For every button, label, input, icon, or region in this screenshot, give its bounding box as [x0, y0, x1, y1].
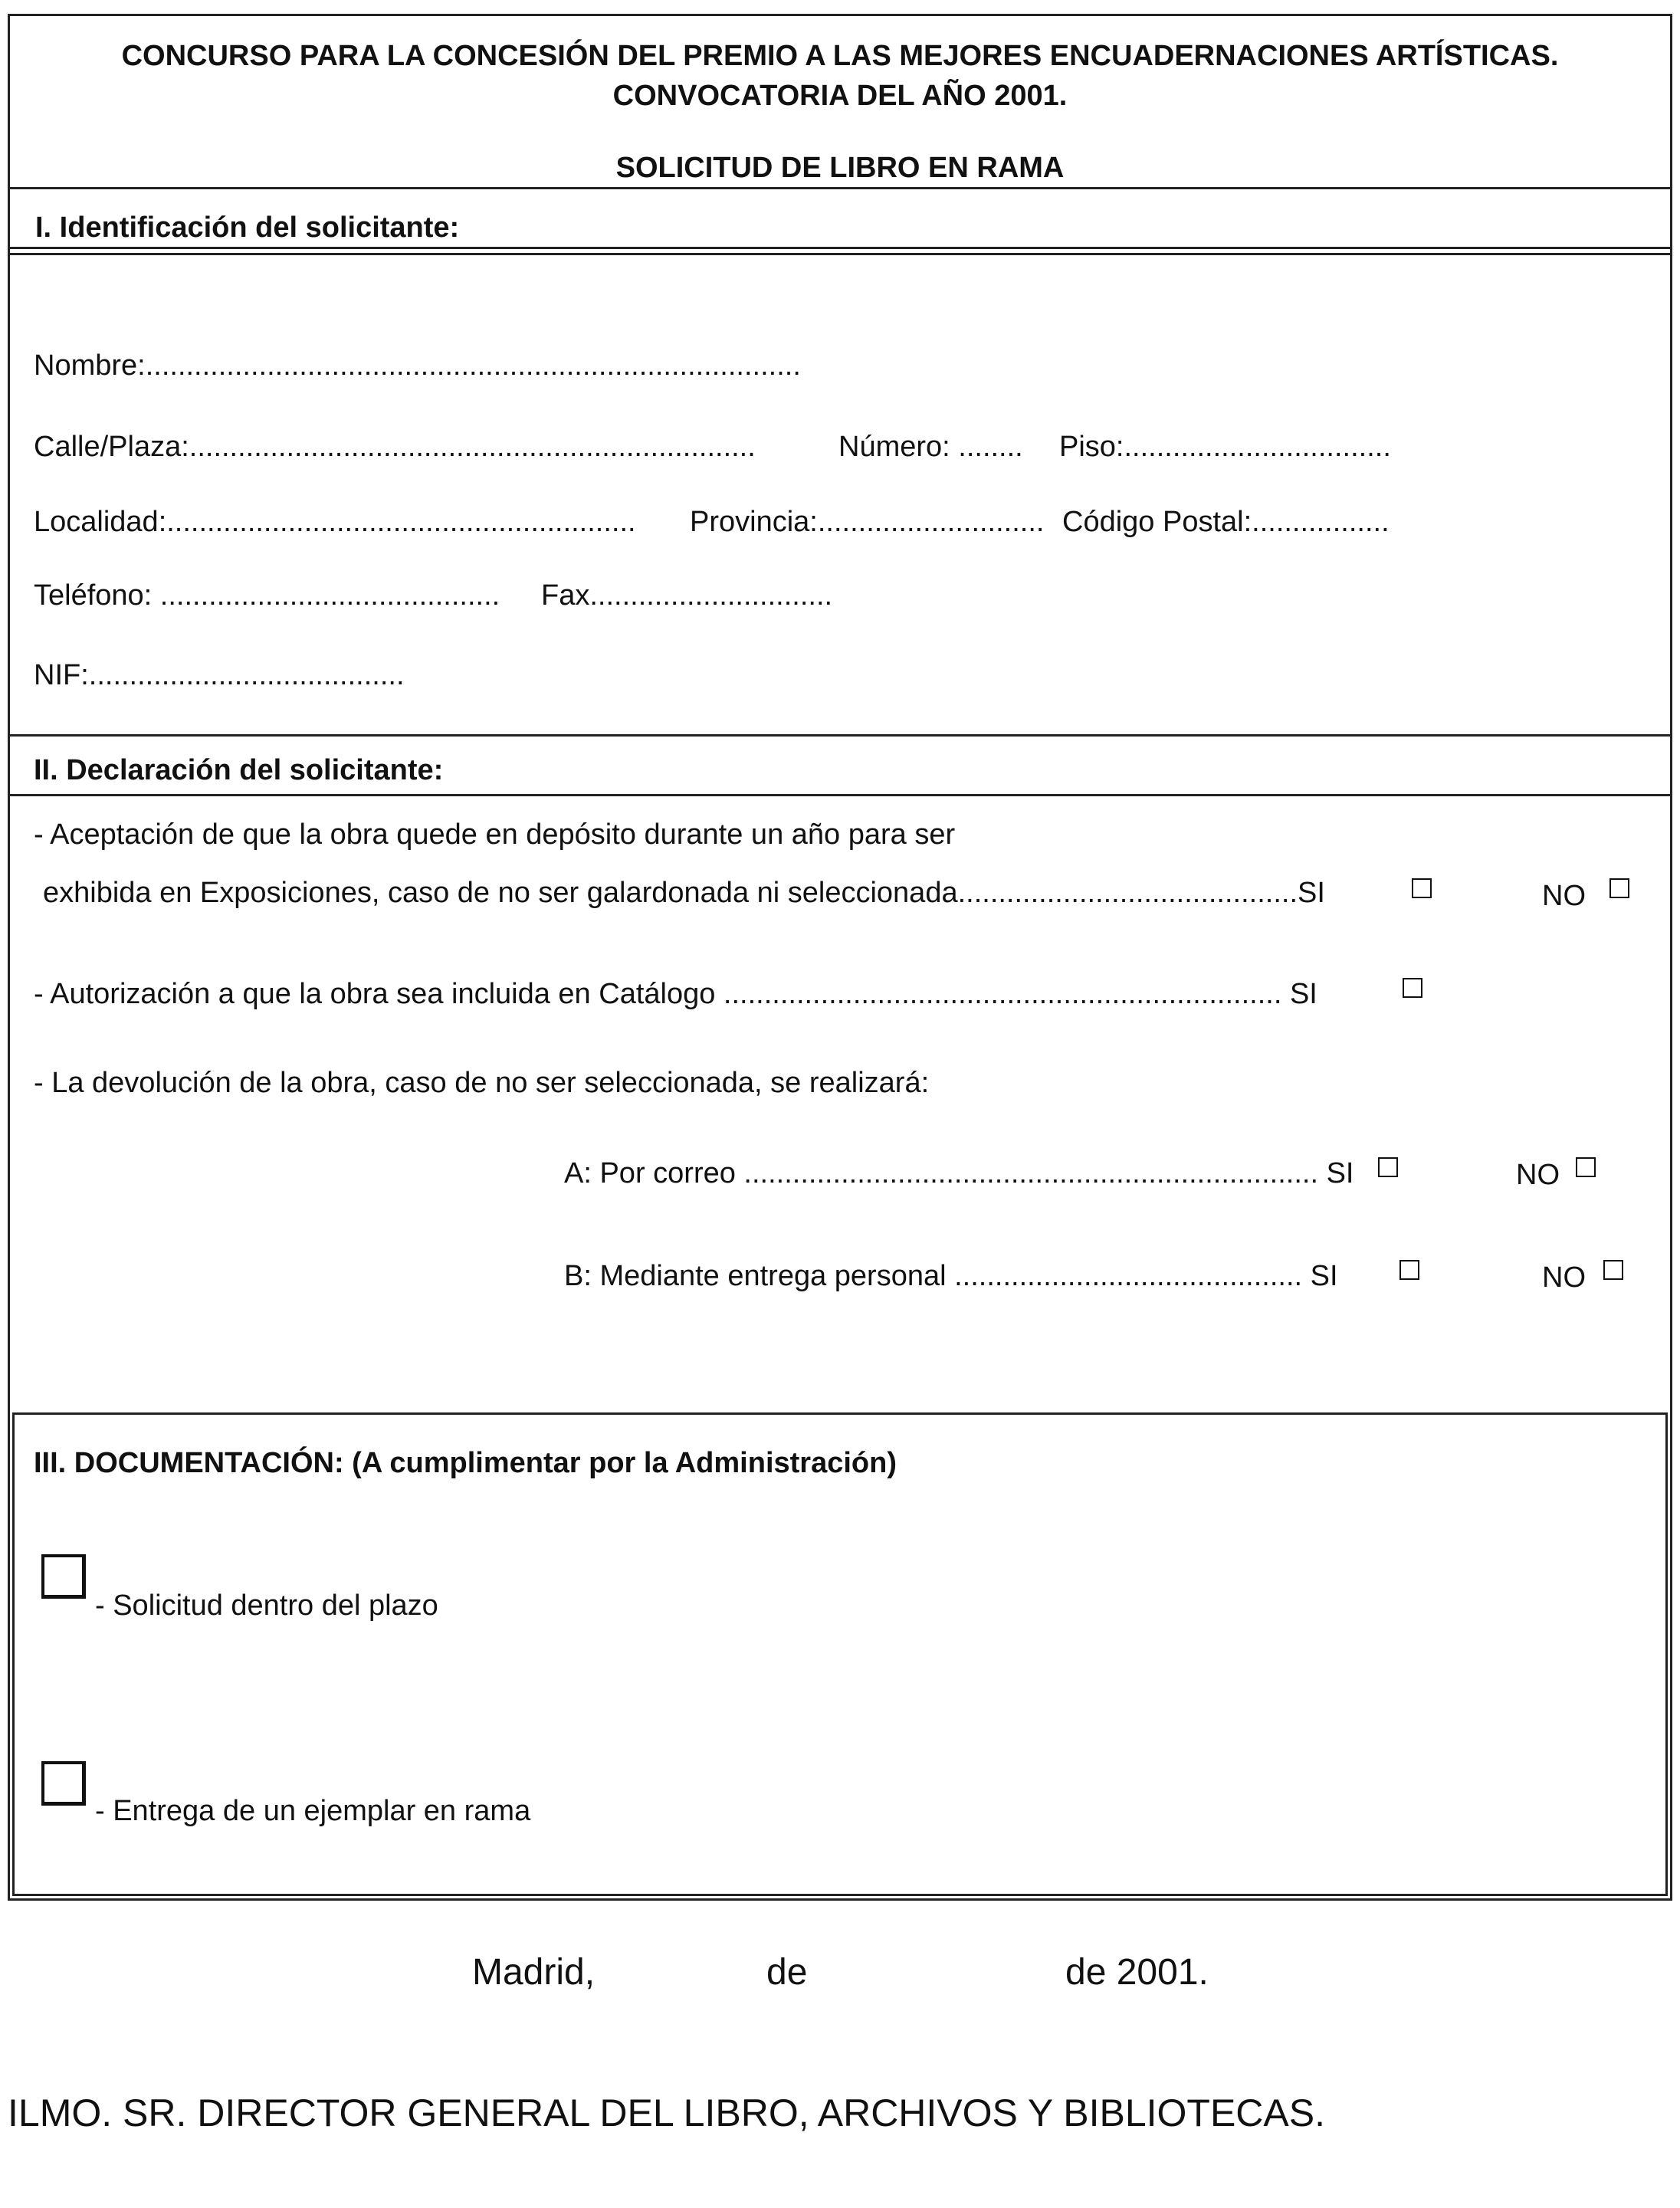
divider — [8, 253, 1672, 255]
doc-item2: - Entrega de un ejemplar en rama — [95, 1795, 531, 1827]
field-piso[interactable]: Piso:................................. — [1059, 431, 1391, 463]
checkbox-option-a-no[interactable] — [1576, 1157, 1596, 1177]
declaration-item1-line1: - Aceptación de que la obra quede en depósito durante un año para ser — [34, 819, 956, 851]
form-title-line1: CONCURSO PARA LA CONCESIÓN DEL PREMIO A LAS MEJORES ENCUADERNACIONES ARTÍSTICAS. — [121, 40, 1559, 72]
form-title-line2: CONVOCATORIA DEL AÑO 2001. — [612, 80, 1068, 112]
checkbox-item1-no[interactable] — [1609, 878, 1629, 898]
checkbox-option-a-si[interactable] — [1378, 1157, 1398, 1177]
divider — [8, 794, 1672, 796]
label-no: NO — [1542, 1261, 1586, 1294]
divider — [8, 734, 1672, 737]
field-provincia[interactable]: Provincia:............................ — [690, 506, 1045, 538]
declaration-item1-line2: exhibida en Exposiciones, caso de no ser galardonada ni seleccionada..........................................SI — [43, 877, 1325, 909]
checkbox-solicitud-plazo[interactable] — [41, 1554, 86, 1599]
label-no: NO — [1516, 1159, 1560, 1191]
checkbox-item2-si[interactable] — [1403, 978, 1422, 998]
field-nombre[interactable]: Nombre:................................................................................. — [34, 349, 801, 382]
field-fax[interactable]: Fax.............................. — [541, 579, 833, 612]
divider — [8, 187, 1672, 189]
checkbox-item1-si[interactable] — [1412, 878, 1432, 898]
section1-title: I. Identificación del solicitante: — [35, 212, 460, 244]
section2-title: II. Declaración del solicitante: — [34, 754, 444, 786]
declaration-item3: - La devolución de la obra, caso de no ser seleccionada, se realizará: — [34, 1067, 930, 1099]
field-codigo-postal[interactable]: Código Postal:................. — [1062, 506, 1390, 538]
label-no: NO — [1542, 880, 1586, 912]
addressee: ILMO. SR. DIRECTOR GENERAL DEL LIBRO, ARCHIVOS Y BIBLIOTECAS. — [8, 2092, 1325, 2134]
place-date-madrid: Madrid, — [472, 1952, 596, 1993]
field-calle[interactable]: Calle/Plaza:...................................................................... — [34, 431, 756, 463]
form-subtitle: SOLICITUD DE LIBRO EN RAMA — [615, 152, 1065, 184]
divider — [8, 247, 1672, 249]
field-localidad[interactable]: Localidad:.......................................................... — [34, 506, 636, 538]
checkbox-option-b-no[interactable] — [1603, 1260, 1623, 1280]
doc-item1: - Solicitud dentro del plazo — [95, 1590, 438, 1622]
date-year: de 2001. — [1065, 1952, 1209, 1993]
section3-title: III. DOCUMENTACIÓN: (A cumplimentar por la Administración) — [34, 1447, 897, 1479]
date-de: de — [766, 1952, 808, 1993]
option-a-correo: A: Por correo ....................................................................... SI — [564, 1157, 1354, 1189]
field-nif[interactable]: NIF:....................................... — [34, 659, 405, 691]
checkbox-option-b-si[interactable] — [1399, 1260, 1419, 1280]
declaration-item2: - Autorización a que la obra sea incluida en Catálogo ..................................................................... SI — [34, 978, 1317, 1010]
checkbox-entrega-ejemplar[interactable] — [41, 1761, 86, 1806]
field-numero[interactable]: Número: ........ — [838, 431, 1023, 463]
option-b-entrega: B: Mediante entrega personal ........................................... SI — [564, 1260, 1338, 1292]
field-telefono[interactable]: Teléfono: .......................................... — [34, 579, 500, 612]
